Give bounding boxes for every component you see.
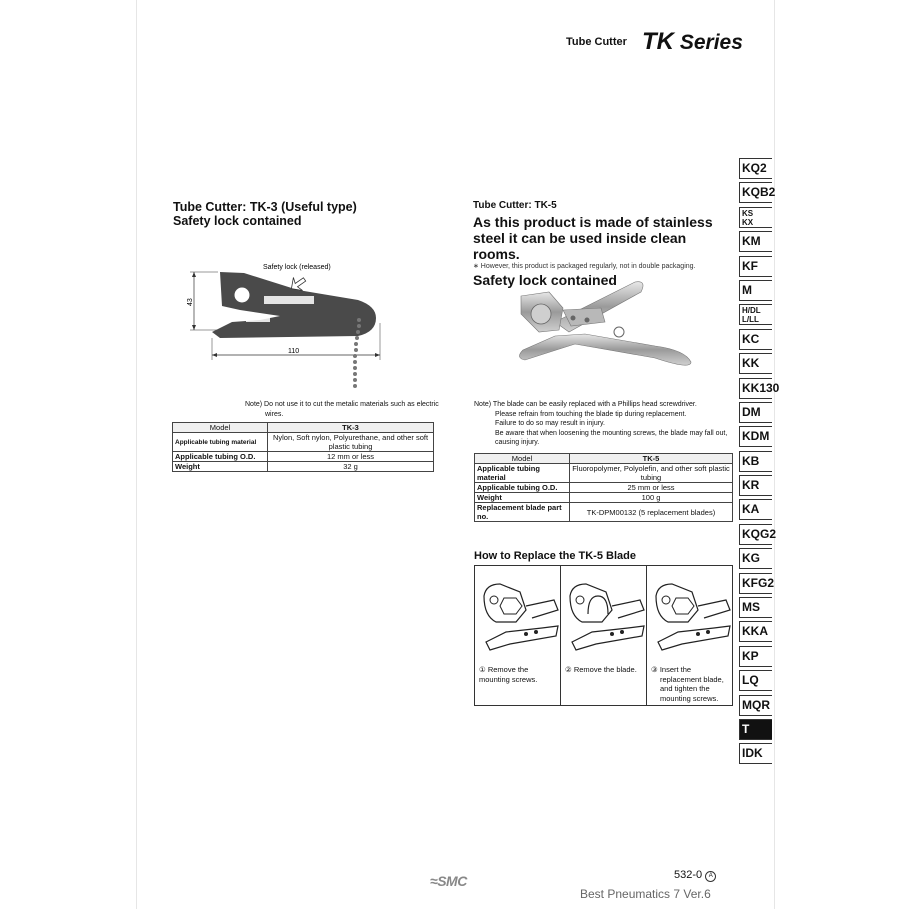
table-row [173,423,434,433]
series-tk: TK [642,28,674,55]
step-3-text: ③ Insert the replacement blade, and tighten the mounting screws. [651,665,724,703]
tab-kq2[interactable]: KQ2 [739,158,772,179]
tk5-packaging-note: ∗ However, this product is packaged regularly, not in double packaging. [473,263,696,270]
table-row: Applicable tubing O.D. 12 mm or less [173,452,434,462]
tk3-note: Note) Do not use it to cut the metalic materials such as electric wires. [245,401,439,418]
tab-kdm[interactable]: KDM [739,426,772,447]
table-row: Weight 100 g [475,493,733,503]
model-value: TK-5 [570,454,733,464]
header-subtitle: Tube Cutter [566,36,627,48]
tab-kqb2[interactable]: KQB2 [739,182,772,203]
table-row [475,454,733,464]
step-3 [647,566,733,705]
step-1 [475,566,561,705]
step-2 [561,566,647,705]
tab-kc[interactable]: KC [739,329,772,350]
tab-kk[interactable]: KK [739,353,772,374]
tk3-title [173,200,357,228]
tab-idk[interactable]: IDK [739,743,772,764]
tab-kqg2[interactable]: KQG2 [739,524,772,545]
tk5-note-line3: Failure to do so may result in injury. [495,420,605,427]
tk5-note-line4: Be aware that when loosening the mounting screws, the blade may fall out, causing injury. [495,429,728,446]
table-row: Weight 32 g [173,462,434,472]
series-word: Series [679,31,743,54]
tab-dm[interactable]: DM [739,402,772,423]
tk3-spec-table [172,422,434,472]
tk3-title-line1: Tube Cutter: TK-3 (Useful type) [173,200,357,214]
tab-kk130[interactable]: KK130 [739,378,772,399]
tk5-note-line2: Please refrain from touching the blade tip during replacement. [495,410,687,418]
tab-kb[interactable]: KB [739,451,772,472]
tab-ka[interactable]: KA [739,499,772,520]
model-label: Model [475,454,570,464]
edition-label: Best Pneumatics 7 Ver.6 [580,887,711,901]
tk5-title: Tube Cutter: TK-5 [473,200,557,211]
series-index-tabs [739,158,780,768]
tab-ks-kx[interactable]: KS KX [739,207,772,228]
replace-steps [474,565,733,706]
page-number: 532-0 A [674,869,716,882]
table-row: Replacement blade part no. TK-DPM00132 (5 replacement blades) [475,503,733,522]
tab-kka[interactable]: KKA [739,621,772,642]
step-1-text: ① Remove the mounting screws. [479,665,538,684]
step-2-illustration [562,570,646,662]
header-series [642,28,743,56]
tab-mqr[interactable]: MQR [739,695,772,716]
page-mark: A [705,871,716,882]
tab-kfg2[interactable]: KFG2 [739,573,772,594]
replace-title: How to Replace the TK-5 Blade [474,550,636,562]
model-value: TK-3 [268,423,434,433]
tk5-headline: As this product is made of stainless steel it can be used inside clean rooms. [473,214,713,262]
table-row: Applicable tubing material Nylon, Soft nylon, Polyurethane, and other soft plastic tubing [173,433,434,452]
model-label: Model [173,423,268,433]
dim-width-text: 110 [288,348,300,355]
tab-kf[interactable]: KF [739,256,772,277]
tk5-spec-table [474,453,733,522]
tk5-note [474,400,736,448]
tk3-blade [234,287,250,303]
step-1-illustration [476,570,560,662]
tk5-note-line1: Note) The blade can be easily replaced with a Phillips head screwdriver. [474,401,697,408]
step-3-illustration [648,570,732,662]
tab-kr[interactable]: KR [739,475,772,496]
tk5-heading [473,200,735,288]
tab-t[interactable]: T [739,719,772,740]
smc-logo: ≈SMC [430,873,467,889]
dim-height-text: 43 [187,298,194,306]
tab-h-dl-l-ll[interactable]: H/DL L/LL [739,304,772,325]
tab-km[interactable]: KM [739,231,772,252]
tab-kp[interactable]: KP [739,646,772,667]
lock-label: Safety lock (released) [263,264,331,271]
table-row: Applicable tubing O.D. 25 mm or less [475,483,733,493]
tk3-diagram [180,258,390,393]
tk3-title-line2: Safety lock contained [173,214,302,228]
tk5-safety: Safety lock contained [473,272,617,288]
tab-lq[interactable]: LQ [739,670,772,691]
step-2-text: ② Remove the blade. [565,665,637,674]
table-row: Applicable tubing material Fluoropolymer, Polyolefin, and other soft plastic tubing [475,464,733,483]
tab-kg[interactable]: KG [739,548,772,569]
tab-ms[interactable]: MS [739,597,772,618]
tab-m[interactable]: M [739,280,772,301]
tk5-photo [515,278,695,374]
